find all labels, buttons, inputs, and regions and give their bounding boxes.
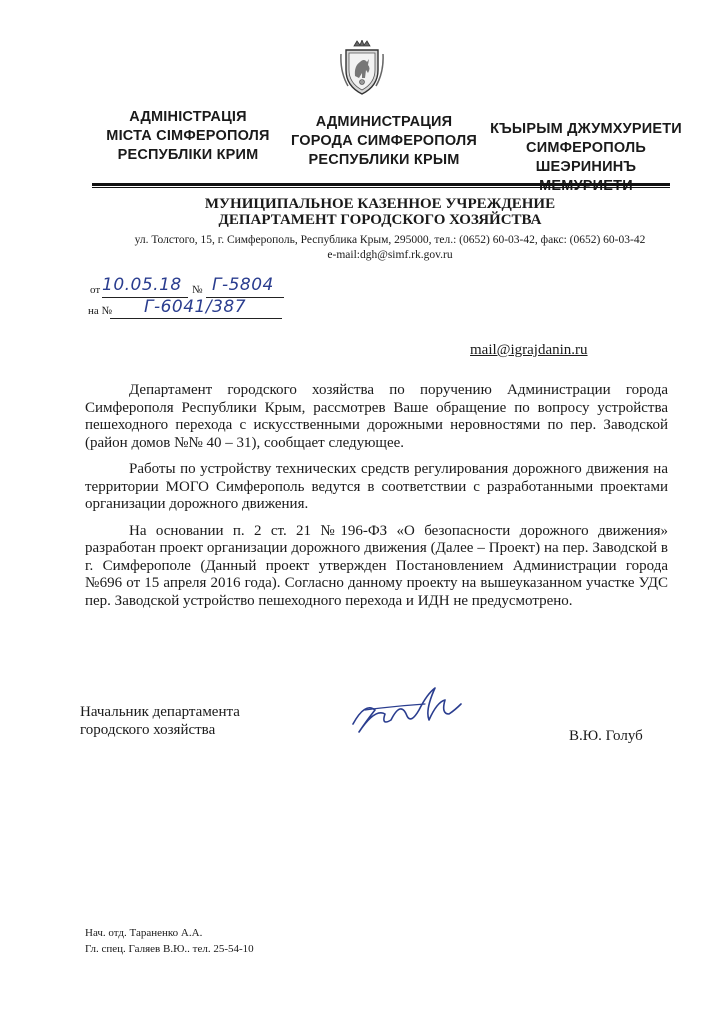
header-right-line-4: МЕМУРИЕТИ xyxy=(539,178,633,194)
executor-line-1: Нач. отд. Тараненко А.А. xyxy=(85,927,203,939)
header-middle-line-3: РЕСПУБЛИКИ КРЫМ xyxy=(308,152,460,168)
body-paragraph-1: Департамент городского хозяйства по поручению Администрации города Симферополя Республики Крым, рассмотрев Ваше обращение по вопросу устройства пешеходного перехода с искусственными дорожными неровностями по пер. Заводской (район домов №№ 40 – 31), сообщает следующее. xyxy=(85,382,668,451)
body-paragraph-3: На основании п. 2 ст. 21 №196-ФЗ «О безопасности дорожного движения» разработан проект организации дорожного движения (Далее – Проект) на пер. Заводской в г. Симферополе (Данный проект утвержден Постановлением Администрации города №696 от 15 апреля 2016 года). Согласно данному проекту на вышеуказанном участке УДС пер. Заводской устройство пешеходного перехода и ИДН не предусмотрено. xyxy=(85,522,668,609)
date-label: от xyxy=(90,284,101,296)
reference-underline xyxy=(110,318,282,319)
body-paragraph-2: Работы по устройству технических средств регулирования дорожного движения на территории МОГО Симферополь ведутся в соответствии с разработанными проектами организации дорожного движения. xyxy=(85,461,668,512)
number-label: № xyxy=(192,284,203,296)
header-divider xyxy=(92,183,670,188)
registration-date: 10.05.18 xyxy=(102,275,182,295)
header-russian xyxy=(284,113,484,170)
coat-of-arms-icon xyxy=(340,40,384,96)
handwritten-signature xyxy=(345,680,465,742)
department-name: ДЕПАРТАМЕНТ ГОРОДСКОГО ХОЗЯЙСТВА xyxy=(218,212,542,228)
header-middle-line-2: ГОРОДА СИМФЕРОПОЛЯ xyxy=(290,133,478,149)
organization-email: e-mail:dgh@simf.rk.gov.ru xyxy=(327,249,453,261)
header-right-line-1: КЪЫРЫМ ДЖУМХУРИЕТИ xyxy=(490,121,682,137)
signatory-name: В.Ю. Голуб xyxy=(569,728,643,744)
header-right-line-2: СИМФЕРОПОЛЬ xyxy=(526,140,646,156)
signatory-title-line-2: городского хозяйства xyxy=(80,722,216,738)
header-left-line-3: РЕСПУБЛІКИ КРИМ xyxy=(117,147,259,163)
header-left-line-2: МІСТА СІМФЕРОПОЛЯ xyxy=(106,128,270,144)
header-right-line-3: ШЕЭРИНИНЪ xyxy=(535,159,637,175)
reference-number: Г-6041/387 xyxy=(144,297,247,317)
header-left-line-1: АДМІНІСТРАЦІЯ xyxy=(129,109,247,125)
organization-address: ул. Толстого, 15, г. Симферополь, Республика Крым, 295000, тел.: (0652) 60-03-42, факс: (0652) 60-03-42 xyxy=(134,234,646,246)
header-ukrainian xyxy=(88,108,288,165)
header-middle-line-1: АДМИНИСТРАЦИЯ xyxy=(315,114,453,130)
recipient-email: mail@igrajdanin.ru xyxy=(470,342,588,358)
executor-line-2: Гл. спец. Галяев В.Ю.. тел. 25-54-10 xyxy=(85,943,254,955)
signatory-title xyxy=(80,703,240,739)
organization-name: МУНИЦИПАЛЬНОЕ КАЗЕННОЕ УЧРЕЖДЕНИЕ xyxy=(204,196,556,212)
signatory-title-line-1: Начальник департамента xyxy=(80,704,240,720)
reference-label: на № xyxy=(88,305,113,317)
letter-body xyxy=(85,382,668,619)
registration-number: Г-5804 xyxy=(212,275,274,295)
